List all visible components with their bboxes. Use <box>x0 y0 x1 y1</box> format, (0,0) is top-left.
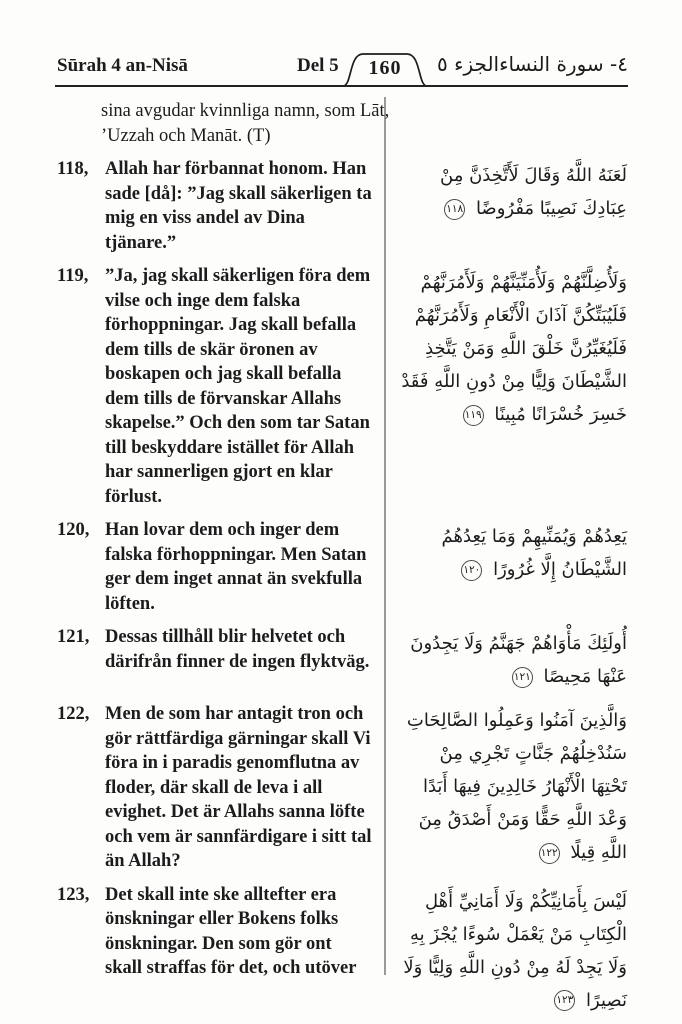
verse-number: 123, <box>57 884 90 905</box>
verse-swedish-cell <box>57 625 373 674</box>
verse-number-medallion: ١٢١ <box>512 667 533 688</box>
header-rule <box>55 85 628 87</box>
verse-arabic-cell <box>401 264 627 431</box>
verse-swedish-cell <box>57 157 373 255</box>
verse-arabic-text: وَلَأُضِلَّنَّهُمْ وَلَأُمَنِّيَنَّهُمْ وَلَأَمُرَنَّهُمْ فَلَيُبَتِّكُنَّ آذَانَ الْأَنْعَامِ وَلَأَمُرَنَّهُمْ فَلَيُغَيِّرُنَّ خَلْقَ اللَّهِ وَمَنْ يَتَّخِذِ الشَّيْطَانَ وَلِيًّا مِنْ دُونِ اللَّهِ فَقَدْ خَسِرَ خُسْرَانًا مُبِينًا <box>401 272 627 425</box>
verse-number-medallion: ١١٩ <box>463 405 484 426</box>
verse-number: 121, <box>57 627 90 647</box>
verse-number-medallion: ١١٨ <box>444 199 465 220</box>
header-surah-title-latin: Sūrah 4 an-Nisā <box>57 55 188 76</box>
verse-row <box>57 702 627 874</box>
verse-arabic-text: يَعِدُهُمْ وَيُمَنِّيهِمْ وَمَا يَعِدُهُمُ الشَّيْطَانُ إِلَّا غُرُورًا <box>441 526 627 580</box>
content-area <box>57 99 627 1017</box>
carryover-translation-text: sina avgudar kvinnliga namn, som Lāt, ’Uzzah och Manāt. (T) <box>101 101 390 146</box>
verse-number: 122, <box>57 704 90 724</box>
verse-arabic-cell <box>401 518 627 586</box>
verse-arabic-cell <box>401 157 627 225</box>
verse-row <box>57 883 627 1017</box>
verse-arabic-cell <box>401 702 627 869</box>
verse-number: 118, <box>57 159 89 179</box>
verse-number-medallion: ١٢٠ <box>461 560 482 581</box>
verse-number: 120, <box>57 520 90 540</box>
header-juz-label-arabic: الجزء ٥ <box>437 52 500 76</box>
verse-swedish-text: Han lovar dem och inger dem falska förhoppningar. Men Satan ger dem inget annat än svekfulla löften. <box>105 520 367 614</box>
verse-number-medallion: ١٢٢ <box>539 843 560 864</box>
verse-number: 119, <box>57 266 89 286</box>
verse-swedish-text: Men de som har antagit tron och gör rättfärdiga gärningar skall Vi föra in i paradis genomflutna av floder, där skall de leva i all evighet. Det är Allahs sanna löfte och vem är sannfärdigare i sitt tal än Allah? <box>105 704 372 871</box>
verse-swedish-cell <box>57 264 373 509</box>
verse-arabic-cell <box>401 625 627 693</box>
verse-swedish-text: Allah har förbannat honom. Han sade [då]: ”Jag skall säkerligen ta mig en viss andel av Dina tjänare.” <box>105 159 372 253</box>
verse-arabic-text: وَالَّذِينَ آمَنُوا وَعَمِلُوا الصَّالِحَاتِ سَنُدْخِلُهُمْ جَنَّاتٍ تَجْرِي مِنْ تَحْتِهَا الْأَنْهَارُ خَالِدِينَ فِيهَا أَبَدًا وَعْدَ اللَّهِ حَقًّا وَمَنْ أَصْدَقُ مِنَ اللَّهِ قِيلًا <box>406 710 627 863</box>
verse-swedish-text: Det skall inte ske alltefter era önskningar eller Bokens folks önskningar. Den som gör ont skall straffas för det, och utöver <box>105 884 357 978</box>
verse-swedish-cell <box>57 883 373 981</box>
page-number: 160 <box>368 57 402 79</box>
verse-arabic-text: لَعَنَهُ اللَّهُ وَقَالَ لَأَتَّخِذَنَّ مِنْ عِبَادِكَ نَصِيبًا مَفْرُوضًا <box>440 165 627 219</box>
verse-arabic-cell <box>401 883 627 1017</box>
verse-arabic-text: لَيْسَ بِأَمَانِيِّكُمْ وَلَا أَمَانِيِّ أَهْلِ الْكِتَابِ مَنْ يَعْمَلْ سُوءًا يُجْزَ بِهِ وَلَا يَجِدْ لَهُ مِنْ دُونِ اللَّهِ وَلِيًّا وَلَا نَصِيرًا <box>403 890 627 1011</box>
verse-swedish-cell <box>57 518 373 616</box>
verse-swedish-cell <box>57 702 373 874</box>
verse-row <box>57 157 627 255</box>
verse-arabic-text: أُولَئِكَ مَأْوَاهُمْ جَهَنَّمُ وَلَا يَجِدُونَ عَنْهَا مَحِيصًا <box>410 633 627 687</box>
verse-row <box>57 625 627 693</box>
verse-row <box>57 518 627 616</box>
verse-swedish-text: ”Ja, jag skall säkerligen föra dem vilse och inge dem falska förhoppningar. Jag skall befalla dem tills de skär öronen av boskapen och jag skall befalla dem tills de förvanskar Allahs skapelse.” Och den som tar Satan till beskyddare istället för Allah har sannerligen gjort en klar förlust. <box>105 266 371 507</box>
verse-number-medallion: ١٢٣ <box>554 990 575 1011</box>
header-part-label: Del 5 <box>297 55 339 76</box>
verse-swedish-text: Dessas tillhåll blir helvetet och därifrån finner de ingen flyktväg. <box>105 627 370 672</box>
verse-row <box>57 264 627 509</box>
header-surah-title-arabic: ٤- سورة النساء <box>499 52 628 76</box>
